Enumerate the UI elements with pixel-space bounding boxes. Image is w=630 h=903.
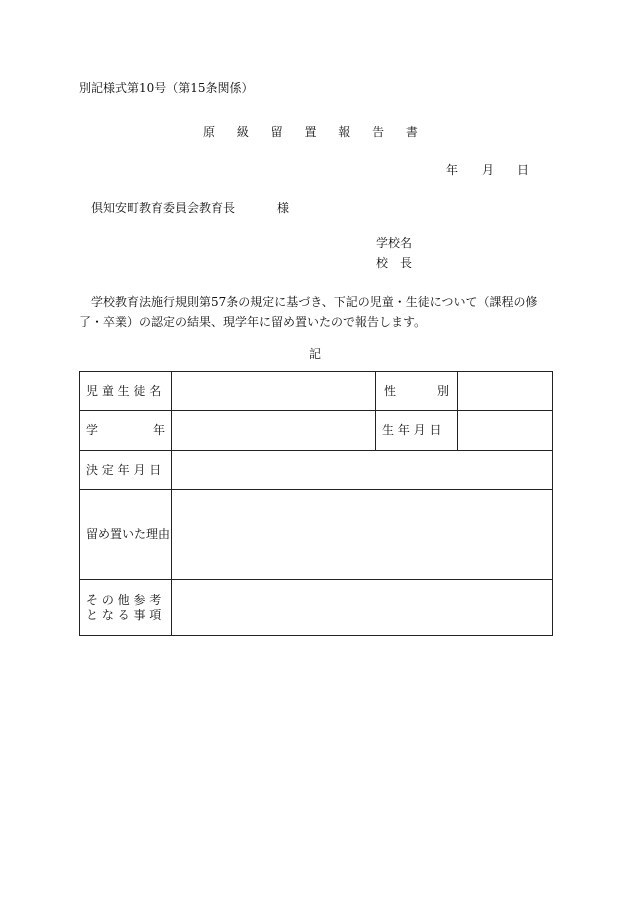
school-name-label: 学校名 bbox=[376, 236, 413, 250]
report-form-table bbox=[79, 371, 553, 636]
document-title: 原 級 留 置 報 告 書 bbox=[203, 125, 427, 139]
other-notes-label-line1: そ の 他 参 考 bbox=[86, 593, 162, 608]
grade-label-b: 年 bbox=[152, 423, 165, 438]
table-row bbox=[80, 580, 553, 636]
other-notes-label-line2: と な る 事 項 bbox=[86, 607, 162, 622]
record-heading: 記 bbox=[308, 347, 321, 361]
date-day-label: 日 bbox=[517, 163, 530, 177]
student-name-label: 児 童 生 徒 名 bbox=[80, 372, 172, 411]
body-paragraph: 学校教育法施行規則第57条の規定に基づき、下記の児童・生徒について（課程の修了・卒業）の認定の結果、現学年に留め置いたので報告します。 bbox=[79, 295, 538, 329]
date-month-label: 月 bbox=[482, 163, 495, 177]
other-notes-field[interactable] bbox=[172, 580, 553, 636]
decision-date-field[interactable] bbox=[172, 451, 553, 490]
table-row bbox=[80, 372, 553, 411]
table-row bbox=[80, 490, 553, 580]
grade-label bbox=[80, 411, 172, 451]
principal-label: 校 長 bbox=[376, 256, 413, 270]
recipient-honorific: 様 bbox=[277, 201, 290, 215]
gender-label-b: 別 bbox=[436, 383, 449, 398]
form-number: 別記様式第10号（第15条関係） bbox=[79, 81, 254, 95]
table-row bbox=[80, 411, 553, 451]
reason-field[interactable] bbox=[172, 490, 553, 580]
gender-label bbox=[376, 372, 458, 411]
grade-field[interactable] bbox=[172, 411, 376, 451]
date-year-label: 年 bbox=[446, 163, 459, 177]
gender-field[interactable] bbox=[458, 372, 553, 411]
table-row bbox=[80, 451, 553, 490]
other-notes-label bbox=[80, 580, 172, 636]
birthdate-field[interactable] bbox=[458, 411, 553, 451]
birthdate-label: 生 年 月 日 bbox=[376, 411, 458, 451]
gender-label-a: 性 bbox=[384, 383, 397, 398]
recipient-name: 倶知安町教育委員会教育長 bbox=[91, 201, 236, 215]
decision-date-label: 決 定 年 月 日 bbox=[80, 451, 172, 490]
student-name-field[interactable] bbox=[172, 372, 376, 411]
grade-label-a: 学 bbox=[86, 423, 99, 438]
reason-label: 留め置いた理由 bbox=[80, 490, 172, 580]
